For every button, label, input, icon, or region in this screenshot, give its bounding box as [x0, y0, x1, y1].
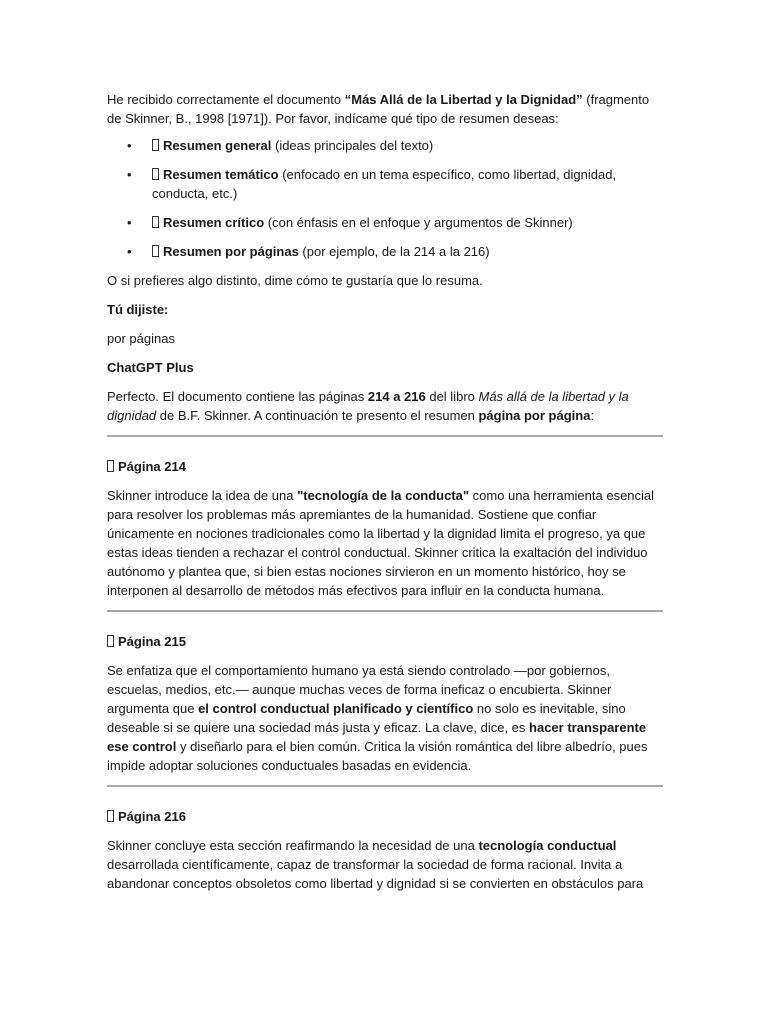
page-range: 214 a 216: [367, 389, 426, 404]
option-desc: (por ejemplo, de la 214 a la 216): [298, 244, 490, 259]
section-divider: [107, 785, 663, 787]
body-text: Se enfatiza que el comportamiento humano ya está siendo controlado —por gobiernos, escuelas, medios, etc.— aunque muchas veces de forma ineficaz o encubierta. Skinner argumenta que: [107, 663, 612, 716]
section-divider: [107, 435, 663, 437]
emoji-placeholder-icon: [152, 216, 159, 228]
emoji-placeholder-icon: [152, 139, 159, 151]
bullet-icon: •: [127, 167, 132, 182]
bullet-icon: •: [127, 215, 132, 230]
emoji-placeholder-icon: [152, 168, 159, 180]
section-body-216: [107, 836, 663, 893]
body-text-2: desarrollada científicamente, capaz de transformar la sociedad de forma racional. Invita a abandonar conceptos obsoletos como libertad y dignidad si se convierten en obstáculos para: [107, 857, 644, 891]
user-reply: por páginas: [107, 331, 175, 346]
section-title: Página 215: [118, 634, 186, 649]
book-title: Más allá de la libertad y la dignidad: [107, 389, 629, 423]
intro-text-2: (fragmento de Skinner, B., 1998 [1971]). Por favor, indícame qué tipo de resumen deseas:: [107, 92, 650, 126]
response-text: Perfecto. El documento contiene las páginas: [107, 389, 368, 404]
option-label: Resumen temático: [163, 167, 279, 182]
section-body-215: [107, 661, 663, 775]
emoji-placeholder-icon: [107, 810, 114, 822]
response-text-2: del libro: [425, 389, 479, 404]
response-intro: [107, 387, 663, 425]
section-title: Página 216: [118, 809, 186, 824]
user-label: [107, 300, 663, 319]
body-bold: "tecnología de la conducta": [297, 488, 470, 503]
bullet-icon: •: [127, 138, 132, 153]
option-desc: (ideas principales del texto): [271, 138, 434, 153]
section-body-214: [107, 486, 663, 600]
intro-text: He recibido correctamente el documento: [107, 92, 345, 107]
body-text-2: no solo es inevitable, sino deseable si se quiere una sociedad más justa y eficaz. La clave, dice, es: [107, 701, 626, 735]
document-title: “Más Allá de la Libertad y la Dignidad”: [344, 92, 583, 107]
emoji-placeholder-icon: [107, 460, 114, 472]
response-text-4: :: [590, 408, 595, 423]
emoji-placeholder-icon: [152, 245, 159, 257]
option-label: Resumen crítico: [163, 215, 265, 230]
document-page: [107, 90, 663, 893]
option-label: Resumen general: [163, 138, 272, 153]
assistant-label: [107, 358, 663, 377]
body-bold-2: hacer transparente ese control: [107, 720, 647, 754]
option-label: Resumen por páginas: [163, 244, 299, 259]
option-por-paginas: [107, 242, 663, 261]
summary-options-list: [107, 136, 663, 261]
page-by-page: página por página: [478, 408, 591, 423]
option-general: [107, 136, 663, 155]
option-critico: [107, 213, 663, 232]
body-bold: tecnología conductual: [478, 838, 617, 853]
bullet-icon: •: [127, 244, 132, 259]
intro-paragraph: [107, 90, 663, 128]
alt-prompt: O si prefieres algo distinto, dime cómo te gustaría que lo resuma.: [107, 273, 483, 288]
user-label-text: Tú dijiste:: [107, 302, 169, 317]
response-text-3: de B.F. Skinner. A continuación te presento el resumen: [156, 408, 479, 423]
section-title: Página 214: [118, 459, 186, 474]
section-heading-214: [107, 457, 663, 476]
assistant-label-text: ChatGPT Plus: [107, 360, 194, 375]
body-bold: el control conductual planificado y científico: [198, 701, 474, 716]
section-divider: [107, 610, 663, 612]
body-text-3: y diseñarlo para el bien común. Critica la visión romántica del libre albedrío, pues impide adoptar soluciones conductuales basadas en evidencia.: [107, 739, 648, 773]
section-heading-215: [107, 632, 663, 651]
body-text: Skinner concluye esta sección reafirmando la necesidad de una: [107, 838, 479, 853]
body-text: Skinner introduce la idea de una: [107, 488, 298, 503]
option-desc: (enfocado en un tema específico, como libertad, dignidad, conducta, etc.): [152, 167, 617, 201]
option-desc: (con énfasis en el enfoque y argumentos de Skinner): [264, 215, 573, 230]
body-text-2: como una herramienta esencial para resolver los problemas más apremiantes de la humanidad. Sostiene que confiar únicamente en nociones tradicionales como la libertad y la dignidad limita el progreso, ya que estas ideas tienden a rechazar el control conductual. Skinner critica la exaltación del individuo autónomo y plantea que, si bien estas nociones sirvieron en un momento histórico, hoy se interponen al desarrollo de métodos más efectivos para influir en la conducta humana.: [107, 488, 655, 598]
option-tematico: [107, 165, 663, 203]
emoji-placeholder-icon: [107, 635, 114, 647]
section-heading-216: [107, 807, 663, 826]
